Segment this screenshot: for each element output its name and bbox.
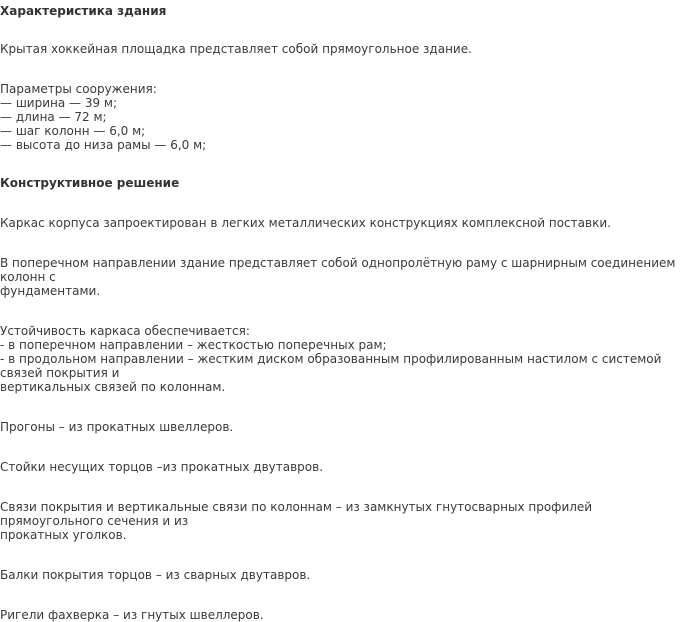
end-beams-paragraph: Балки покрытия торцов – из сварных двутавров. [0,568,311,582]
stability-item: - в продольном направлении – жестким диском образованным профилированным настилом с системой связей покрытия и [0,352,662,380]
intro-paragraph: Крытая хоккейная площадка представляет собой прямоугольное здание. [0,42,472,56]
param-item: — длина — 72 м; [0,110,107,124]
purlins-paragraph: Прогоны – из прокатных швеллеров. [0,420,234,434]
bracing-paragraph-line: прокатных уголков. [0,528,127,542]
document-body [0,4,690,622]
params-title: Параметры сооружения: [0,82,157,96]
bracing-paragraph-line: Связи покрытия и вертикальные связи по колоннам – из замкнутых гнутосварных профилей прямоугольного сечения и из [0,500,593,528]
section-heading-building: Характеристика здания [0,4,167,18]
end-posts-paragraph: Стойки несущих торцов –из прокатных двутавров. [0,460,324,474]
section-heading-structure: Конструктивное решение [0,176,180,190]
frame-paragraph: Каркас корпуса запроектирован в легких металлических конструкциях комплексной поставки. [0,216,611,230]
transverse-paragraph-line: В поперечном направлении здание представляет собой однопролётную раму с шарнирным соединением колонн с [0,256,676,284]
stability-item: вертикальных связей по колоннам. [0,380,226,394]
transverse-paragraph-line: фундаментами. [0,284,101,298]
girts-paragraph: Ригели фахверка – из гнутых швеллеров. [0,608,264,622]
param-item: — высота до низа рамы — 6,0 м; [0,138,207,152]
param-item: — ширина — 39 м; [0,96,118,110]
stability-item: - в поперечном направлении – жесткостью поперечных рам; [0,338,387,352]
stability-title: Устойчивость каркаса обеспечивается: [0,324,250,338]
param-item: — шаг колонн — 6,0 м; [0,124,146,138]
